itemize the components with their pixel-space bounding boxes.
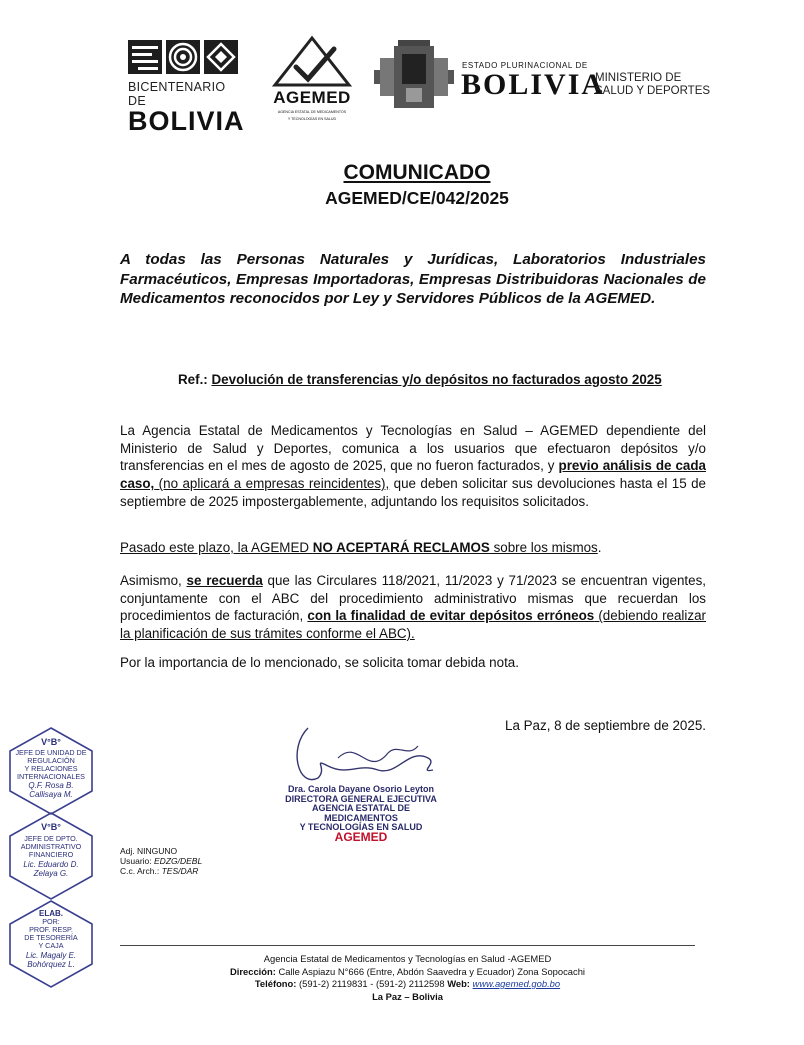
agemed-triangle-icon [272,35,352,87]
reference-label: Ref.: [178,372,208,387]
stamp-3-line-3: DE TESORERÍA [24,933,78,942]
paragraph-2 [120,539,706,557]
stamp-1-line-1: JEFE DE UNIDAD DE [15,748,87,757]
signatory-name: Dra. Carola Dayane Osorio Leyton [287,784,435,794]
agemed-logo [266,35,358,121]
footer-web-link[interactable]: www.agemed.gob.bo [472,978,561,989]
paragraph-2-emphasis: NO ACEPTARÁ RECLAMOS [312,540,490,555]
footer-address [120,966,695,979]
signatory-role-2: AGENCIA ESTATAL DE MEDICAMENTOS [311,803,410,823]
approval-stamp-3 [6,898,96,990]
bicentenario-logo [128,40,246,136]
paragraph-3 [120,572,706,643]
bolivia-title: BOLIVIA [461,68,606,101]
footer-address-label: Dirección: [230,965,276,977]
stamp-1-head: V°B° [41,737,61,747]
ministerio-label [595,72,710,98]
document-title: COMUNICADO [343,161,491,184]
cc-label: C.c. Arch.: [120,866,162,876]
signatory-org: AGEMED [334,829,388,844]
stamp-2-line-3: FINANCIERO [28,850,74,859]
stamp-3-line-5: Lic. Magaly E. [25,951,77,960]
stamp-3-line-4: Y CAJA [38,941,64,950]
stamp-2-head: V°B° [41,822,61,832]
agemed-logo-name: AGEMED [273,88,351,107]
stamp-2-line-5: Zelaya G. [33,869,69,878]
bicentenario-diamond-icon [204,40,238,74]
agemed-logo-sub-1: AGENCIA ESTATAL DE MEDICAMENTOS [277,110,347,114]
addressee: A todas las Personas Naturales y Jurídicas, Laboratorios Industriales Farmacéuticos, Empresas Importadoras, Empresas Distribuidoras Nacionales de Medicamentos reconocidos por Ley y Servidores Públicos de la AGEMED. [120,251,706,307]
footer-web-label: Web: [447,978,470,989]
stamp-3-line-1: POR: [42,917,60,926]
approval-stamp-1 [6,725,96,817]
signature-stamp [276,785,446,842]
usuario-line [120,856,202,866]
paragraph-1-note: (no aplicará a empresas reincidentes), [154,476,390,492]
stamp-2-line-2: ADMINISTRATIVO [20,842,82,851]
paragraph-1-text-a: La Agencia Estatal de Medicamentos y Tecnologías en Salud – AGEMED dependiente del Ministerio de Salud y Deportes, comunica a los usuarios que efectuaron depósitos y/o transferencias en el mes de agosto de 2025, que no fueron facturados, y [120,423,706,474]
footer-contact [120,978,695,991]
footer-city: La Paz – Bolivia [372,990,443,1002]
stamp-1-line-4: INTERNACIONALES [17,772,85,781]
footer-divider [120,945,695,946]
cc-value: TES/DAR [161,866,199,876]
stamp-3-head: ELAB. [39,909,63,918]
stamp-1-line-2: REGULACIÓN [27,756,75,765]
footer [120,953,695,1003]
estado-plurinacional-caption: ESTADO PLURINACIONAL DE [462,61,588,70]
usuario-label: Usuario: [120,856,155,866]
stamp-2-line-4: Lic. Eduardo D. [23,860,79,869]
stamp-1-line-3: Y RELACIONES [24,764,78,773]
signatory-role-3: Y TECNOLOGÍAS EN SALUD [299,822,423,832]
paragraph-3-emphasis-2: con la finalidad de evitar depósitos erróneos [307,608,595,624]
paragraph-2-text-a: Pasado este plazo, la AGEMED [120,540,313,555]
footer-phone-label: Teléfono: [254,978,297,989]
stamp-1-line-6: Callisaya M. [29,790,73,799]
signatory-role-1: DIRECTORA GENERAL EJECUTIVA [285,793,437,804]
document-date: La Paz, 8 de septiembre de 2025. [505,718,706,733]
footer-phone-value: (591-2) 2119831 - (591-2) 2112598 [296,978,448,989]
adj-line: Adj. NINGUNO [120,846,178,856]
paragraph-2-text-c: sobre los mismos [489,540,598,555]
stamp-3-line-6: Bohórquez L. [27,960,75,969]
reference-text: Devolución de transferencias y/o depósitos no facturados agosto 2025 [211,372,662,387]
paragraph-1-text-d: que deben solicitar sus devoluciones hasta el 15 de septiembre de 2025 impostergablemente, adjuntando los requisitos solicitados. [120,476,706,509]
footer-agency: Agencia Estatal de Medicamentos y Tecnologías en Salud -AGEMED [263,953,552,964]
bicentenario-spiral-icon [166,40,200,74]
document-code: AGEMED/CE/042/2025 [325,188,509,208]
paragraph-3-emphasis-1: se recuerda [186,573,263,588]
paragraph-1 [120,422,706,511]
cc-line [120,866,202,876]
paragraph-3-text-a: Asimismo, [120,573,187,588]
paragraph-4: Por la importancia de lo mencionado, se solicita tomar debida nota. [120,655,519,670]
paragraph-1-emphasis: previo análisis de cada caso, [120,458,707,492]
distribution-notes [120,846,202,876]
bicentenario-caption: BICENTENARIO DE [128,80,226,108]
approval-stamp-2 [6,810,96,902]
agemed-logo-sub-2: Y TECNOLOGÍAS EN SALUD [287,116,337,121]
bicentenario-title: BOLIVIA [128,106,245,136]
stamp-3-line-2: PROF. RESP. [29,925,73,934]
bicentenario-stripes-icon [128,40,162,74]
stamp-1-line-5: Q.F. Rosa B. [28,781,74,790]
coat-of-arms-icon [372,40,456,114]
footer-address-value: Calle Aspiazu N°666 (Entre, Abdón Saavedra y Ecuador) Zona Sopocachi [275,965,585,977]
reference-line [178,372,708,387]
stamp-2-line-1: JEFE DE DPTO. [24,834,78,843]
paragraph-2-period: . [597,540,602,555]
ministerio-line-2: SALUD Y DEPORTES [595,85,711,97]
usuario-value: EDZG/DEBL [154,856,203,866]
paragraph-3-text-c: que las Circulares 118/2021, 11/2023 y 71/2023 se encuentran vigentes, conjuntamente con el ABC del procedimiento administrativo mismas que recuerdan los procedimientos de facturación, [120,573,706,624]
ministerio-line-1: MINISTERIO DE [595,72,682,84]
paragraph-3-note: (debiendo realizar la planificación de sus trámites conforme el ABC). [120,608,706,642]
